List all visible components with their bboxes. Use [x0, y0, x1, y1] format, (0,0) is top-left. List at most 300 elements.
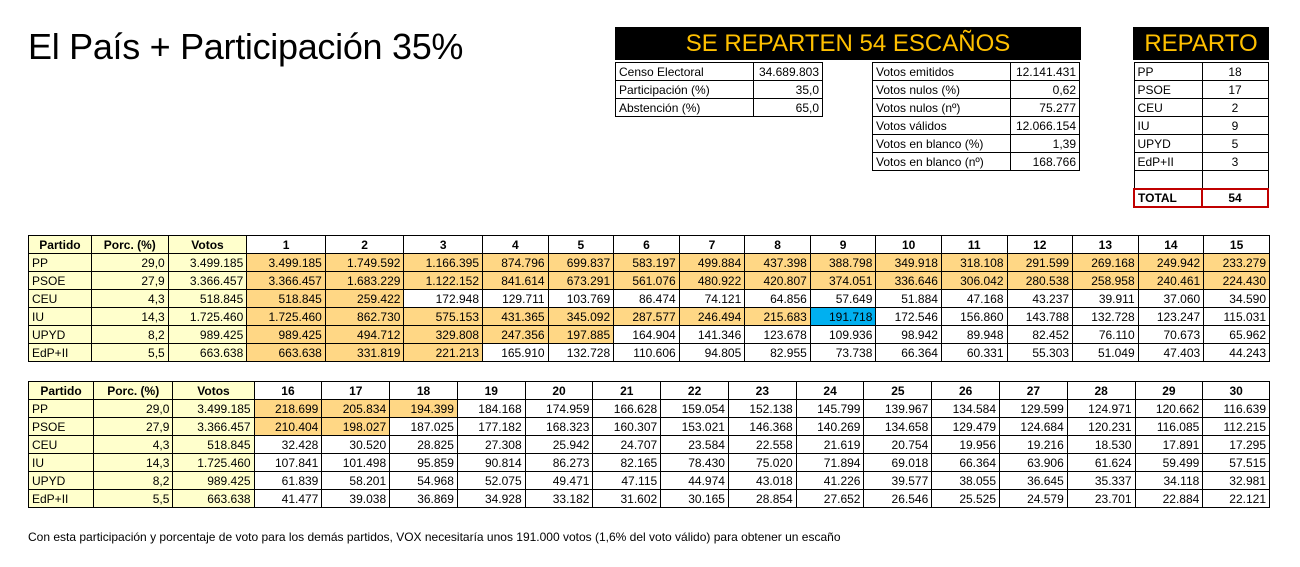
header-divisor: 18	[390, 382, 458, 400]
quotient-cell: 246.494	[679, 308, 745, 326]
quotient-cell: 480.922	[679, 272, 745, 290]
quotient-cell: 33.182	[525, 490, 593, 508]
quotient-cell: 177.182	[457, 418, 525, 436]
quotient-cell: 291.599	[1007, 254, 1073, 272]
party-row	[29, 272, 1270, 290]
quotient-cell: 22.884	[1135, 490, 1203, 508]
votes-summary-row	[873, 135, 1080, 153]
quotient-cell: 41.477	[254, 490, 322, 508]
header-divisor: 21	[593, 382, 661, 400]
votes-summary-row	[873, 99, 1080, 117]
quotient-cell: 38.055	[932, 472, 1000, 490]
quotient-cell: 94.805	[679, 344, 745, 362]
quotient-cell: 54.968	[390, 472, 458, 490]
party-votes: 1.725.460	[173, 454, 254, 472]
quotient-cell: 47.403	[1138, 344, 1204, 362]
party-votes: 3.499.185	[168, 254, 247, 272]
quotient-cell: 3.366.457	[247, 272, 326, 290]
census-value: 35,0	[754, 81, 823, 99]
seat-row	[1134, 99, 1268, 117]
party-votes: 989.425	[173, 472, 254, 490]
quotient-cell: 116.085	[1135, 418, 1203, 436]
quotient-cell: 258.958	[1073, 272, 1139, 290]
party-name: PP	[29, 400, 94, 418]
header-divisor: 12	[1007, 236, 1073, 254]
quotient-cell: 69.018	[864, 454, 932, 472]
party-row	[29, 344, 1270, 362]
quotient-cell: 36.869	[390, 490, 458, 508]
seat-row	[1134, 135, 1268, 153]
quotient-cell: 134.584	[932, 400, 1000, 418]
quotient-cell: 30.165	[661, 490, 729, 508]
quotient-cell: 1.725.460	[247, 308, 326, 326]
seat-total-value: 54	[1202, 189, 1268, 207]
party-pct: 8,2	[91, 326, 168, 344]
header-divisor: 25	[864, 382, 932, 400]
quotient-cell: 146.368	[728, 418, 796, 436]
quotient-cell: 3.499.185	[247, 254, 326, 272]
quotient-cell: 51.884	[876, 290, 942, 308]
votes-summary-value: 0,62	[1011, 81, 1080, 99]
quotient-cell: 194.399	[390, 400, 458, 418]
quotient-cell: 123.678	[745, 326, 811, 344]
seat-party: UPYD	[1134, 135, 1202, 153]
party-name: IU	[29, 308, 92, 326]
party-name: PSOE	[29, 418, 94, 436]
dhondt-table-1-15	[28, 235, 1270, 362]
quotient-cell: 63.906	[1000, 454, 1068, 472]
quotient-cell: 269.168	[1073, 254, 1139, 272]
seat-distribution-table	[1133, 62, 1269, 208]
votes-summary-label: Votos válidos	[873, 117, 1011, 135]
party-pct: 4,3	[94, 436, 173, 454]
quotient-cell: 499.884	[679, 254, 745, 272]
quotient-cell: 1.122.152	[404, 272, 483, 290]
quotient-cell: 134.658	[864, 418, 932, 436]
header-votos: Votos	[173, 382, 254, 400]
seat-count: 3	[1202, 153, 1268, 171]
census-row	[616, 81, 823, 99]
seat-row	[1134, 117, 1268, 135]
header-divisor: 10	[876, 236, 942, 254]
party-name: CEU	[29, 290, 92, 308]
quotient-cell: 345.092	[548, 308, 614, 326]
quotient-cell: 259.422	[325, 290, 404, 308]
votes-summary-value: 168.766	[1011, 153, 1080, 171]
quotient-cell: 57.649	[810, 290, 876, 308]
seat-count: 17	[1202, 81, 1268, 99]
quotient-cell: 44.243	[1204, 344, 1270, 362]
header-partido: Partido	[29, 382, 94, 400]
quotient-cell: 39.577	[864, 472, 932, 490]
quotient-cell: 215.683	[745, 308, 811, 326]
header-divisor: 23	[728, 382, 796, 400]
quotient-cell: 82.165	[593, 454, 661, 472]
party-row	[29, 472, 1270, 490]
party-row	[29, 254, 1270, 272]
quotient-cell: 71.894	[796, 454, 864, 472]
quotient-cell: 70.673	[1138, 326, 1204, 344]
quotient-cell: 141.346	[679, 326, 745, 344]
quotient-cell: 123.247	[1138, 308, 1204, 326]
quotient-cell: 221.213	[404, 344, 483, 362]
party-votes: 663.638	[173, 490, 254, 508]
census-label: Participación (%)	[616, 81, 754, 99]
party-row	[29, 454, 1270, 472]
party-pct: 27,9	[91, 272, 168, 290]
quotient-cell: 120.231	[1067, 418, 1135, 436]
quotient-cell: 73.738	[810, 344, 876, 362]
census-label: Censo Electoral	[616, 63, 754, 81]
quotient-cell: 518.845	[247, 290, 326, 308]
quotient-cell: 153.021	[661, 418, 729, 436]
quotient-cell: 874.796	[483, 254, 549, 272]
quotient-cell: 66.364	[876, 344, 942, 362]
quotient-cell: 17.891	[1135, 436, 1203, 454]
seat-count: 5	[1202, 135, 1268, 153]
quotient-cell: 22.558	[728, 436, 796, 454]
party-votes: 1.725.460	[168, 308, 247, 326]
quotient-cell: 110.606	[614, 344, 680, 362]
quotient-cell: 306.042	[941, 272, 1007, 290]
quotient-cell: 101.498	[322, 454, 390, 472]
quotient-cell: 17.295	[1203, 436, 1270, 454]
party-votes: 3.366.457	[168, 272, 247, 290]
party-name: IU	[29, 454, 94, 472]
votes-summary-value: 75.277	[1011, 99, 1080, 117]
votes-summary-label: Votos nulos (%)	[873, 81, 1011, 99]
quotient-cell: 59.499	[1135, 454, 1203, 472]
quotient-cell: 152.138	[728, 400, 796, 418]
quotient-cell: 115.031	[1204, 308, 1270, 326]
quotient-cell: 172.948	[404, 290, 483, 308]
party-row	[29, 308, 1270, 326]
party-name: CEU	[29, 436, 94, 454]
seat-count: 9	[1202, 117, 1268, 135]
quotient-cell: 25.525	[932, 490, 1000, 508]
quotient-cell: 65.962	[1204, 326, 1270, 344]
quotient-cell: 26.546	[864, 490, 932, 508]
quotient-cell: 39.911	[1073, 290, 1139, 308]
reparto-banner: REPARTO	[1133, 27, 1269, 60]
quotient-cell: 168.323	[525, 418, 593, 436]
quotient-cell: 218.699	[254, 400, 322, 418]
party-row	[29, 418, 1270, 436]
quotient-cell: 663.638	[247, 344, 326, 362]
votes-summary-value: 12.141.431	[1011, 63, 1080, 81]
seat-party: CEU	[1134, 99, 1202, 117]
header-divisor: 28	[1067, 382, 1135, 400]
quotient-cell: 210.404	[254, 418, 322, 436]
header-divisor: 9	[810, 236, 876, 254]
quotient-cell: 18.530	[1067, 436, 1135, 454]
quotient-cell: 61.839	[254, 472, 322, 490]
seat-count: 18	[1202, 63, 1268, 81]
quotient-cell: 78.430	[661, 454, 729, 472]
quotient-cell: 989.425	[247, 326, 326, 344]
header-divisor: 1	[247, 236, 326, 254]
quotient-cell: 51.049	[1073, 344, 1139, 362]
votes-summary-value: 1,39	[1011, 135, 1080, 153]
quotient-cell: 187.025	[390, 418, 458, 436]
quotient-cell: 699.837	[548, 254, 614, 272]
seat-total-label: TOTAL	[1134, 189, 1202, 207]
quotient-cell: 23.584	[661, 436, 729, 454]
header-divisor: 7	[679, 236, 745, 254]
party-pct: 14,3	[94, 454, 173, 472]
quotient-cell: 60.331	[941, 344, 1007, 362]
quotient-cell: 28.825	[390, 436, 458, 454]
header-divisor: 20	[525, 382, 593, 400]
header-divisor: 15	[1204, 236, 1270, 254]
quotient-cell: 20.754	[864, 436, 932, 454]
quotient-cell: 224.430	[1204, 272, 1270, 290]
quotient-cell: 112.215	[1203, 418, 1270, 436]
header-divisor: 3	[404, 236, 483, 254]
party-name: EdP+II	[29, 490, 94, 508]
party-votes: 3.499.185	[173, 400, 254, 418]
header-divisor: 17	[322, 382, 390, 400]
party-pct: 5,5	[91, 344, 168, 362]
quotient-cell: 862.730	[325, 308, 404, 326]
quotient-cell: 205.834	[322, 400, 390, 418]
quotient-cell: 318.108	[941, 254, 1007, 272]
quotient-cell: 23.701	[1067, 490, 1135, 508]
quotient-cell: 132.728	[548, 344, 614, 362]
census-label: Abstención (%)	[616, 99, 754, 117]
quotient-cell: 494.712	[325, 326, 404, 344]
quotient-cell: 74.121	[679, 290, 745, 308]
quotient-cell: 124.971	[1067, 400, 1135, 418]
quotient-cell: 49.471	[525, 472, 593, 490]
quotient-cell: 66.364	[932, 454, 1000, 472]
quotient-cell: 129.479	[932, 418, 1000, 436]
header-divisor: 22	[661, 382, 729, 400]
party-pct: 29,0	[91, 254, 168, 272]
quotient-cell: 388.798	[810, 254, 876, 272]
quotient-cell: 21.619	[796, 436, 864, 454]
seat-party	[1134, 171, 1202, 189]
quotient-cell: 75.020	[728, 454, 796, 472]
quotient-cell: 280.538	[1007, 272, 1073, 290]
seat-row	[1134, 171, 1268, 189]
quotient-cell: 431.365	[483, 308, 549, 326]
quotient-cell: 197.885	[548, 326, 614, 344]
header-divisor: 2	[325, 236, 404, 254]
quotient-cell: 164.904	[614, 326, 680, 344]
quotient-cell: 41.226	[796, 472, 864, 490]
header-divisor: 8	[745, 236, 811, 254]
quotient-cell: 437.398	[745, 254, 811, 272]
header-divisor: 24	[796, 382, 864, 400]
quotient-cell: 420.807	[745, 272, 811, 290]
quotient-cell: 43.018	[728, 472, 796, 490]
quotient-cell: 1.166.395	[404, 254, 483, 272]
party-votes: 663.638	[168, 344, 247, 362]
votes-summary-label: Votos emitidos	[873, 63, 1011, 81]
header-divisor: 27	[1000, 382, 1068, 400]
census-row	[616, 63, 823, 81]
quotient-cell: 120.662	[1135, 400, 1203, 418]
quotient-cell: 28.854	[728, 490, 796, 508]
quotient-cell: 47.115	[593, 472, 661, 490]
quotient-cell: 841.614	[483, 272, 549, 290]
party-votes: 989.425	[168, 326, 247, 344]
quotient-cell: 139.967	[864, 400, 932, 418]
quotient-cell: 27.308	[457, 436, 525, 454]
quotient-cell: 86.474	[614, 290, 680, 308]
quotient-cell: 561.076	[614, 272, 680, 290]
quotient-cell: 44.974	[661, 472, 729, 490]
quotient-cell: 156.860	[941, 308, 1007, 326]
votes-summary-label: Votos nulos (nº)	[873, 99, 1011, 117]
party-row	[29, 400, 1270, 418]
quotient-cell: 19.216	[1000, 436, 1068, 454]
header-divisor: 11	[941, 236, 1007, 254]
quotient-cell: 198.027	[322, 418, 390, 436]
party-pct: 29,0	[94, 400, 173, 418]
quotient-cell: 1.749.592	[325, 254, 404, 272]
quotient-cell: 583.197	[614, 254, 680, 272]
quotient-cell: 349.918	[876, 254, 942, 272]
quotient-cell: 27.652	[796, 490, 864, 508]
dhondt-table-16-30	[28, 381, 1270, 508]
quotient-cell: 129.599	[1000, 400, 1068, 418]
quotient-cell: 166.628	[593, 400, 661, 418]
votes-summary-table	[872, 62, 1080, 171]
header-divisor: 26	[932, 382, 1000, 400]
quotient-cell: 31.602	[593, 490, 661, 508]
party-pct: 4,3	[91, 290, 168, 308]
quotient-cell: 55.303	[1007, 344, 1073, 362]
quotient-cell: 82.452	[1007, 326, 1073, 344]
header-divisor: 16	[254, 382, 322, 400]
quotient-cell: 58.201	[322, 472, 390, 490]
quotient-cell: 132.728	[1073, 308, 1139, 326]
quotient-cell: 160.307	[593, 418, 661, 436]
quotient-cell: 35.337	[1067, 472, 1135, 490]
seats-banner: SE REPARTEN 54 ESCAÑOS	[615, 27, 1081, 60]
quotient-cell: 64.856	[745, 290, 811, 308]
party-name: EdP+II	[29, 344, 92, 362]
quotient-cell: 247.356	[483, 326, 549, 344]
quotient-cell: 34.118	[1135, 472, 1203, 490]
quotient-cell: 34.928	[457, 490, 525, 508]
party-pct: 8,2	[94, 472, 173, 490]
party-pct: 14,3	[91, 308, 168, 326]
quotient-cell: 575.153	[404, 308, 483, 326]
seat-row	[1134, 81, 1268, 99]
quotient-cell: 249.942	[1138, 254, 1204, 272]
quotient-cell: 673.291	[548, 272, 614, 290]
quotient-cell: 331.819	[325, 344, 404, 362]
quotient-cell: 287.577	[614, 308, 680, 326]
party-pct: 5,5	[94, 490, 173, 508]
votes-summary-value: 12.066.154	[1011, 117, 1080, 135]
header-divisor: 14	[1138, 236, 1204, 254]
header-divisor: 29	[1135, 382, 1203, 400]
quotient-cell: 233.279	[1204, 254, 1270, 272]
quotient-cell: 145.799	[796, 400, 864, 418]
party-row	[29, 326, 1270, 344]
seat-party: EdP+II	[1134, 153, 1202, 171]
party-row	[29, 290, 1270, 308]
votes-summary-row	[873, 63, 1080, 81]
quotient-cell: 37.060	[1138, 290, 1204, 308]
votes-summary-label: Votos en blanco (nº)	[873, 153, 1011, 171]
quotient-cell: 32.428	[254, 436, 322, 454]
quotient-cell: 109.936	[810, 326, 876, 344]
quotient-cell: 90.814	[457, 454, 525, 472]
quotient-cell: 24.707	[593, 436, 661, 454]
page-title: El País + Participación 35%	[28, 26, 464, 67]
quotient-cell: 129.711	[483, 290, 549, 308]
seat-row	[1134, 153, 1268, 171]
census-row	[616, 99, 823, 117]
party-pct: 27,9	[94, 418, 173, 436]
seat-party: PSOE	[1134, 81, 1202, 99]
quotient-cell: 336.646	[876, 272, 942, 290]
party-name: UPYD	[29, 326, 92, 344]
header-porc: Porc. (%)	[94, 382, 173, 400]
quotient-cell: 82.955	[745, 344, 811, 362]
quotient-cell: 47.168	[941, 290, 1007, 308]
quotient-cell: 25.942	[525, 436, 593, 454]
header-votos: Votos	[168, 236, 247, 254]
quotient-cell: 98.942	[876, 326, 942, 344]
quotient-cell: 159.054	[661, 400, 729, 418]
quotient-cell: 76.110	[1073, 326, 1139, 344]
quotient-cell: 143.788	[1007, 308, 1073, 326]
party-name: UPYD	[29, 472, 94, 490]
header-porc: Porc. (%)	[91, 236, 168, 254]
votes-summary-row	[873, 81, 1080, 99]
seat-party: IU	[1134, 117, 1202, 135]
quotient-cell: 116.639	[1203, 400, 1270, 418]
votes-summary-label: Votos en blanco (%)	[873, 135, 1011, 153]
quotient-cell: 140.269	[796, 418, 864, 436]
census-value: 65,0	[754, 99, 823, 117]
header-divisor: 19	[457, 382, 525, 400]
party-name: PP	[29, 254, 92, 272]
quotient-cell: 184.168	[457, 400, 525, 418]
header-divisor: 5	[548, 236, 614, 254]
quotient-cell: 61.624	[1067, 454, 1135, 472]
census-value: 34.689.803	[754, 63, 823, 81]
seat-count: 2	[1202, 99, 1268, 117]
quotient-cell: 191.718	[810, 308, 876, 326]
seat-row	[1134, 63, 1268, 81]
quotient-cell: 30.520	[322, 436, 390, 454]
quotient-cell: 89.948	[941, 326, 1007, 344]
quotient-cell: 43.237	[1007, 290, 1073, 308]
quotient-cell: 24.579	[1000, 490, 1068, 508]
quotient-cell: 124.684	[1000, 418, 1068, 436]
quotient-cell: 329.808	[404, 326, 483, 344]
seat-party: PP	[1134, 63, 1202, 81]
party-votes: 3.366.457	[173, 418, 254, 436]
quotient-cell: 95.859	[390, 454, 458, 472]
party-votes: 518.845	[173, 436, 254, 454]
quotient-cell: 36.645	[1000, 472, 1068, 490]
quotient-cell: 240.461	[1138, 272, 1204, 290]
header-divisor: 4	[483, 236, 549, 254]
quotient-cell: 22.121	[1203, 490, 1270, 508]
votes-summary-row	[873, 153, 1080, 171]
quotient-cell: 1.683.229	[325, 272, 404, 290]
seat-total-row	[1134, 189, 1268, 207]
quotient-cell: 172.546	[876, 308, 942, 326]
